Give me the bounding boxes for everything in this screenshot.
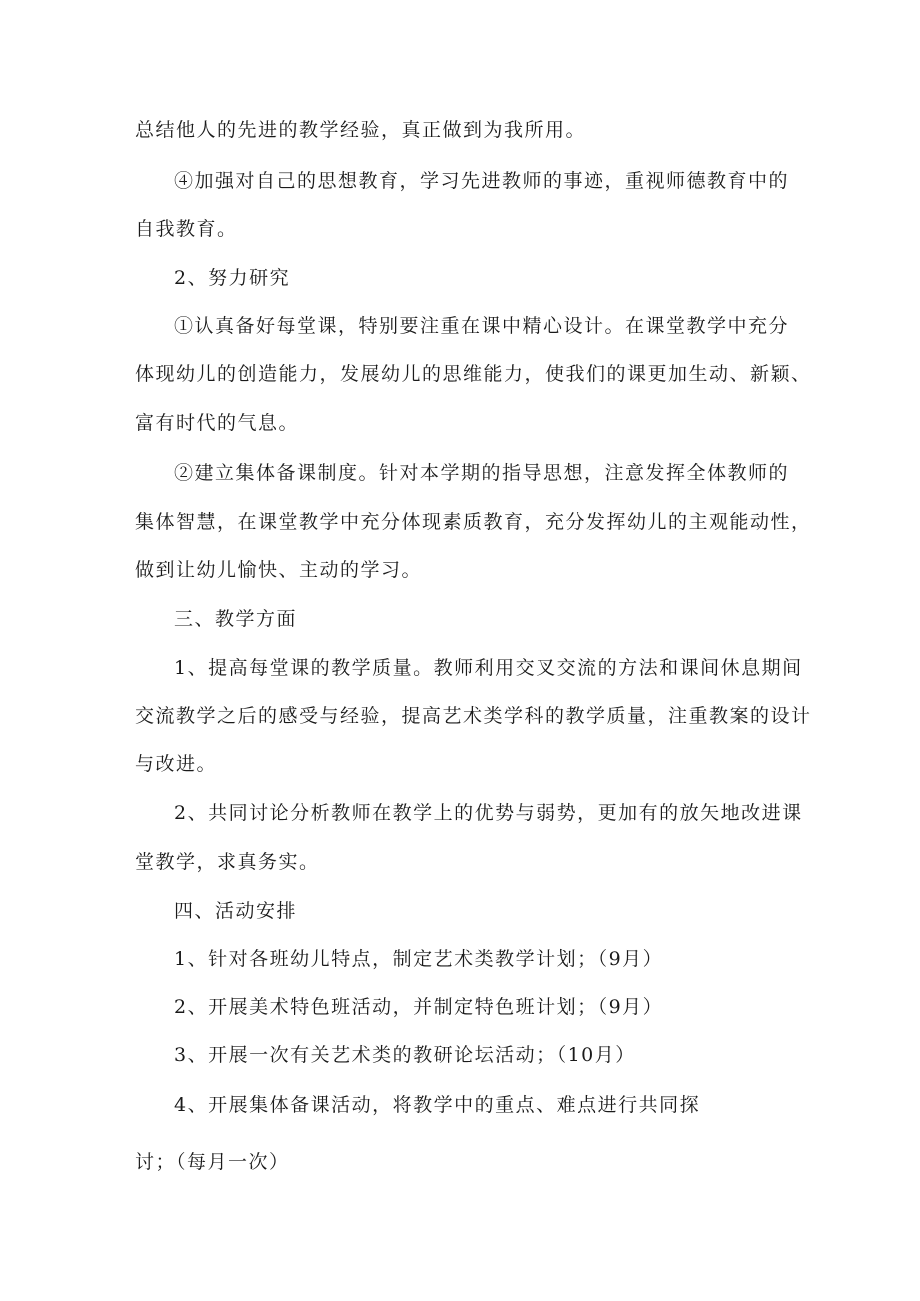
text-line: 1、提高每堂课的教学质量。教师利用交叉交流的方法和课间休息期间 [174, 657, 803, 679]
text-line: 2、共同讨论分析教师在教学上的优势与弱势，更加有的放矢地改进课 [174, 802, 803, 824]
text-line: 堂教学，求真务实。 [135, 851, 320, 873]
text-line: 富有时代的气息。 [135, 412, 300, 434]
text-line: 交流教学之后的感受与经验，提高艺术类学科的教学质量，注重教案的设计 [135, 705, 812, 727]
text-line: 与改进。 [135, 753, 218, 775]
list-item: 3、开展一次有关艺术类的教研论坛活动；（10月） [174, 1044, 636, 1066]
list-item: 4、开展集体备课活动，将教学中的重点、难点进行共同探 [174, 1094, 701, 1116]
section-heading: 三、教学方面 [174, 608, 298, 630]
text-line: ④加强对自己的思想教育，学习先进教师的事迹，重视师德教育中的 [174, 170, 790, 192]
section-heading: 四、活动安排 [174, 900, 298, 922]
list-item: 2、开展美术特色班活动，并制定特色班计划；（9月） [174, 996, 664, 1018]
section-heading: 2、努力研究 [174, 267, 291, 289]
list-item: 1、针对各班幼儿特点，制定艺术类教学计划；（9月） [174, 948, 664, 970]
list-item: 讨；（每月一次） [135, 1151, 290, 1173]
text-line: ②建立集体备课制度。针对本学期的指导思想，注意发挥全体教师的 [174, 462, 790, 484]
text-line: 集体智慧，在课堂教学中充分体现素质教育，充分发挥幼儿的主观能动性， [135, 511, 812, 533]
text-line: 自我教育。 [135, 218, 238, 240]
text-line: 体现幼儿的创造能力，发展幼儿的思维能力，使我们的课更加生动、新颖、 [135, 363, 812, 385]
text-line: 做到让幼儿愉快、主动的学习。 [135, 559, 423, 581]
text-line: 总结他人的先进的教学经验，真正做到为我所用。 [135, 119, 587, 141]
text-line: ①认真备好每堂课，特别要注重在课中精心设计。在课堂教学中充分 [174, 315, 790, 337]
